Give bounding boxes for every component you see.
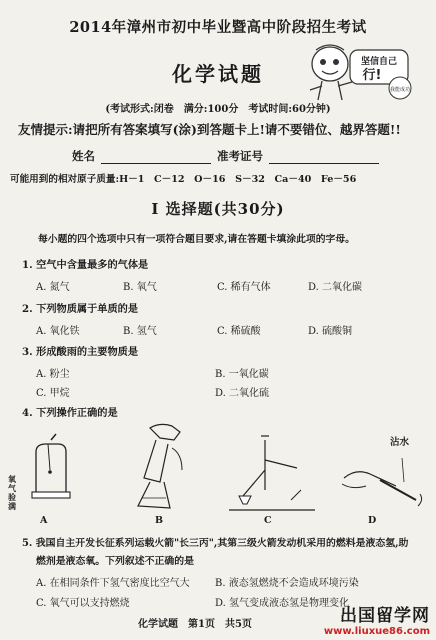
q5-option-d: D. 氢气变成液态氢是物理变化 (215, 598, 350, 609)
watermark-name: 出国留学网 (340, 606, 430, 626)
question-5-stem: 5. 我国自主开发长征系列运载火箭"长三丙",其第三级火箭发动机采用的燃料是液态氢,助 (22, 538, 409, 549)
reminder: 友情提示:请把所有答案填写(涂)到答题卡上!请不要错位、越界答题!! (18, 122, 401, 137)
q1-option-b: B. 氧气 (123, 282, 157, 293)
mascot-text-1: 坚信自己 (360, 57, 398, 67)
subject-title: 化学试题 (172, 62, 264, 86)
q5-option-a: A. 在相同条件下氢气密度比空气大 (36, 578, 190, 589)
atomic-masses: 可能用到的相对原子质量:H－1 C－12 O－16 S－32 Ca－40 Fe－56 (10, 174, 357, 185)
question-1-stem: 1. 空气中含量最多的气体是 (22, 259, 149, 271)
q1-option-c: C. 稀有气体 (217, 282, 271, 293)
id-blank (269, 151, 379, 164)
mascot-text-2: 行! (362, 68, 382, 83)
q2-option-a: A. 氧化铁 (36, 326, 80, 337)
q4-image-d (336, 438, 428, 516)
exam-title: 2014年漳州市初中毕业暨高中阶段招生考试 (69, 19, 367, 36)
q2-option-c: C. 稀硫酸 (217, 326, 261, 337)
q4-label-b: B (155, 515, 164, 526)
q2-option-d: D. 硫酸铜 (308, 326, 353, 337)
q5-option-b: B. 液态氢燃烧不会造成环境污染 (215, 578, 359, 589)
q1-option-d: D. 二氧化碳 (308, 282, 363, 293)
q5-option-c: C. 氧气可以支持燃烧 (36, 598, 130, 609)
q1-option-a: A. 氮气 (36, 282, 70, 293)
q2-option-b: B. 氢气 (123, 326, 157, 337)
page-footer: 化学试题 第1页 共5页 (138, 619, 252, 630)
name-blank (101, 151, 211, 164)
name-id-line (72, 148, 381, 164)
mascot-badge: 我能成功 (389, 87, 411, 93)
question-2-stem: 2. 下列物质属于单质的是 (22, 303, 139, 315)
section-instructions: 每小题的四个选项中只有一项符合题目要求,请在答题卡填涂此项的字母。 (38, 234, 355, 245)
question-5-stem-cont: 燃剂是液态氧。下列叙述不正确的是 (36, 556, 195, 567)
q3-option-b: B. 一氧化碳 (215, 369, 269, 380)
q4-image-a (6, 432, 94, 516)
q4-label-a: A (40, 515, 48, 526)
q3-option-c: C. 甲烷 (36, 388, 70, 399)
q4-label-d: D (368, 515, 377, 526)
watermark (324, 601, 430, 637)
exam-info: (考试形式:闭卷 满分:100分 考试时间:60分钟) (105, 104, 331, 115)
q4-label-c: C (264, 515, 272, 526)
q3-option-a: A. 粉尘 (36, 369, 70, 380)
name-label: 姓名 (72, 149, 95, 163)
q4-image-b (120, 418, 200, 514)
question-3-stem: 3. 形成酸雨的主要物质是 (22, 346, 139, 358)
q4-image-a-text: 氧气验满 (8, 474, 16, 511)
q3-option-d: D. 二氧化硫 (215, 388, 270, 399)
id-label: 准考证号 (217, 149, 264, 163)
question-4-stem: 4. 下列操作正确的是 (22, 407, 118, 419)
watermark-url: www.liuxue86.com (323, 626, 430, 637)
section-title: Ⅰ 选择题(共30分) (151, 200, 285, 218)
q4-image-d-text: 沾水 (390, 437, 410, 448)
mascot-illustration (292, 38, 420, 108)
q4-image-c (225, 430, 325, 516)
